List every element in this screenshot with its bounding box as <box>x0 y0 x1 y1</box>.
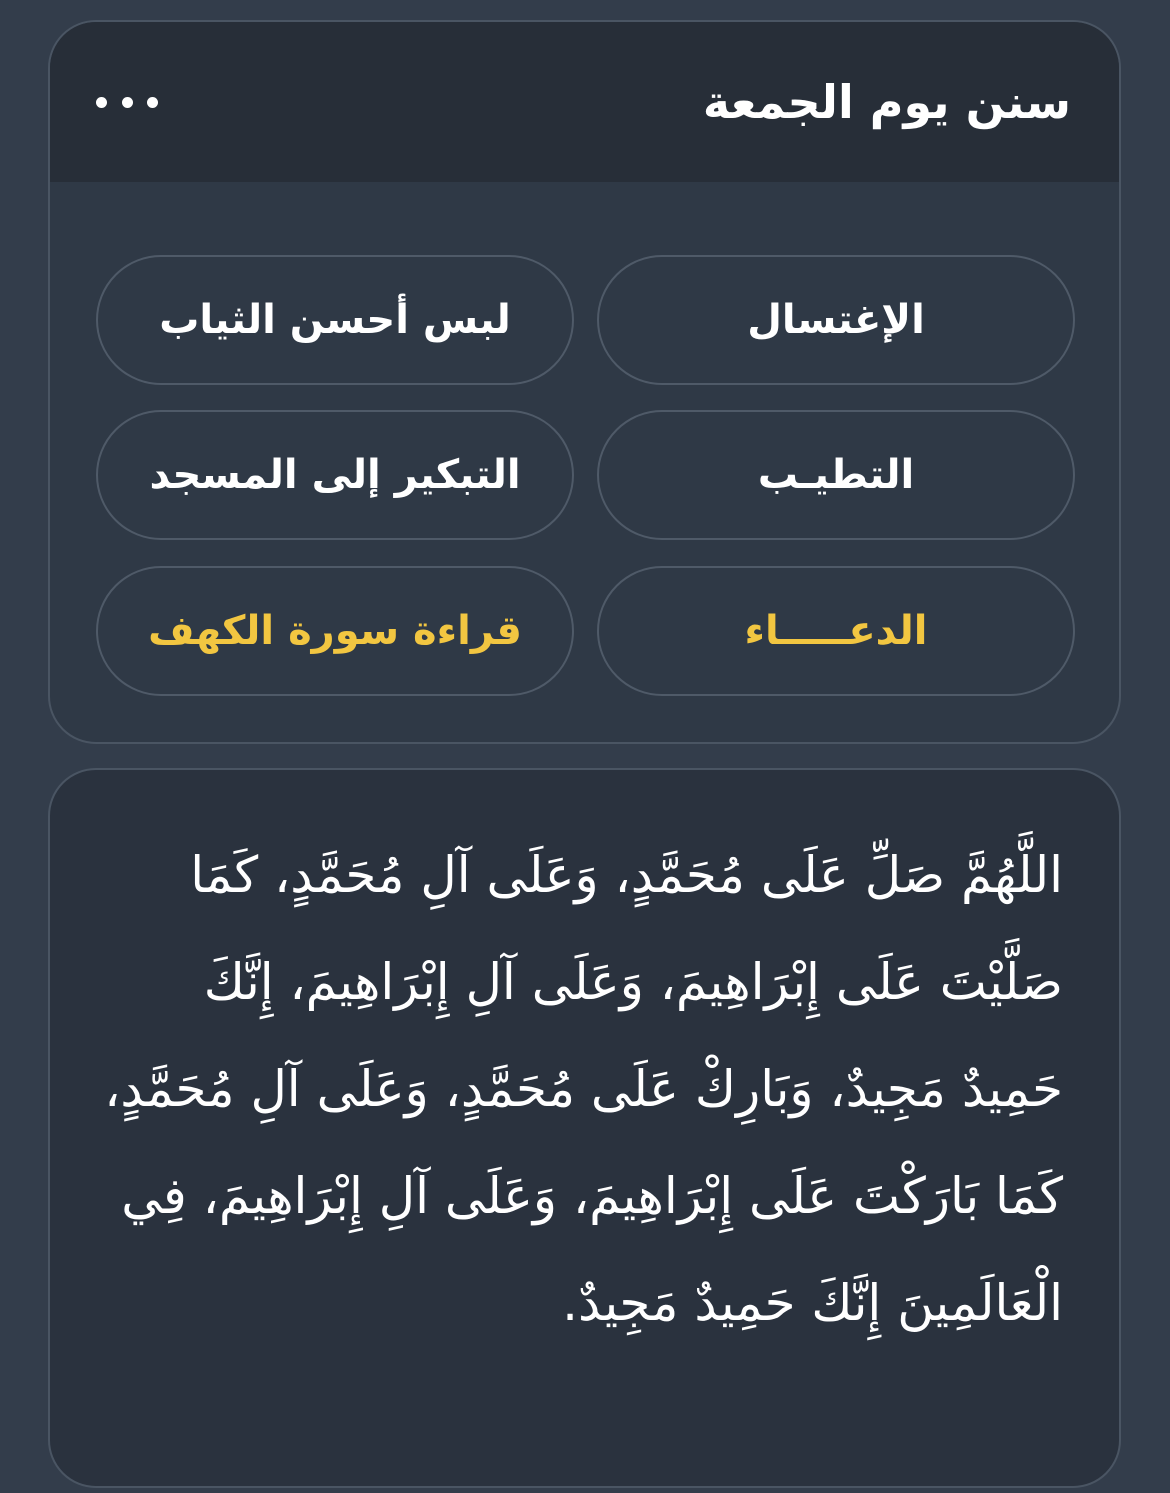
sunnah-best-clothes-button[interactable]: لبس أحسن الثياب <box>96 255 574 385</box>
more-horizontal-icon-dot <box>122 97 133 108</box>
card-header <box>50 22 1119 182</box>
sunan-card <box>48 20 1121 744</box>
sunnah-perfume-button[interactable]: التطيـب <box>597 410 1075 540</box>
more-options-button[interactable] <box>92 74 162 130</box>
more-horizontal-icon <box>96 97 107 108</box>
sunnah-ghusl-button[interactable]: الإغتسال <box>597 255 1075 385</box>
more-horizontal-icon-dot <box>147 97 158 108</box>
sunnah-surat-kahf-button[interactable]: قراءة سورة الكهف <box>96 566 574 696</box>
dua-text: اللَّهُمَّ صَلِّ عَلَى مُحَمَّدٍ، وَعَلَى آلِ مُحَمَّدٍ، كَمَا صَلَّيْتَ عَلَى إِبْرَاهِيمَ، وَعَلَى آلِ إِبْرَاهِيمَ، إِنَّكَ حَمِيدٌ مَجِيدٌ، وَبَارِكْ عَلَى مُحَمَّدٍ، وَعَلَى آلِ مُحَمَّدٍ، كَمَا بَارَكْتَ عَلَى إِبْرَاهِيمَ، وَعَلَى آلِ إِبْرَاهِيمَ، فِي الْعَالَمِينَ إِنَّكَ حَمِيدٌ مَجِيدٌ. <box>104 846 1063 1332</box>
dua-text-card <box>48 768 1121 1488</box>
card-title: سنن يوم الجمعة <box>702 75 1071 129</box>
sunnah-early-mosque-button[interactable]: التبكير إلى المسجد <box>96 410 574 540</box>
sunnah-dua-button[interactable]: الدعـــــاء <box>597 566 1075 696</box>
